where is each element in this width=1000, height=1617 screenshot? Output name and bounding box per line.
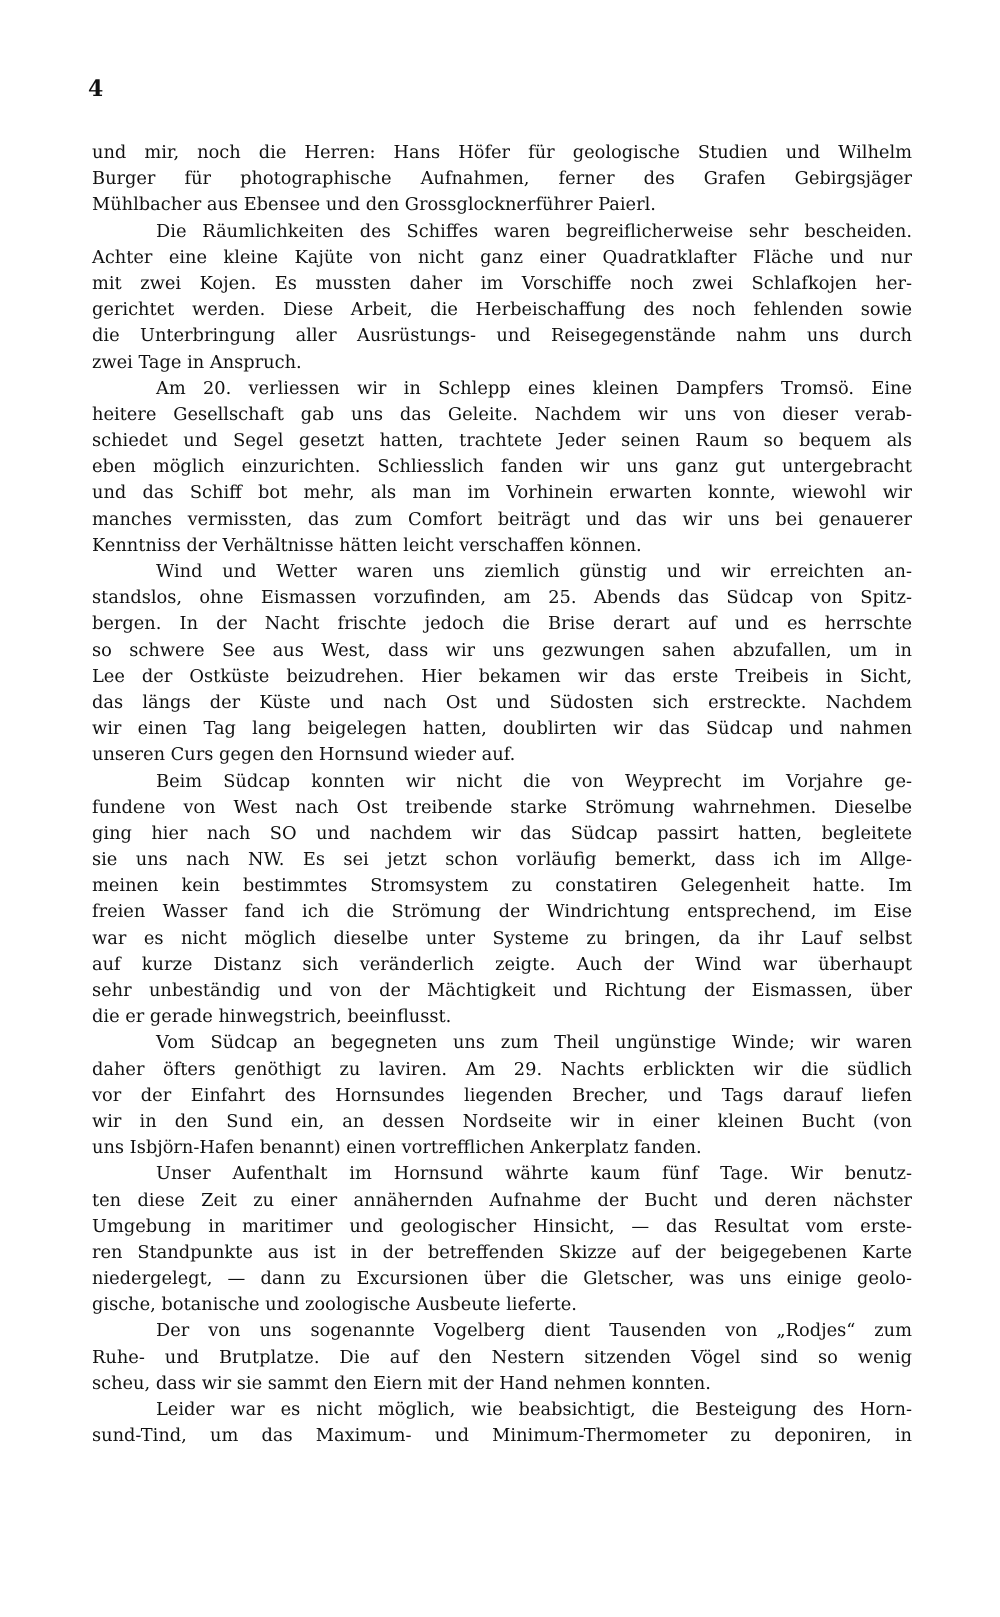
text-line: ging hier nach SO und nachdem wir das Südcap passirt hatten, begleitete xyxy=(92,822,912,844)
text-line: Ruhe- und Brutplatze. Die auf den Nestern sitzenden Vögel sind so wenig xyxy=(92,1346,912,1368)
text-line: niedergelegt, — dann zu Excursionen über die Gletscher, was uns einige geolo- xyxy=(92,1268,912,1290)
text-line: sund-Tind, um das Maximum- und Minimum-Thermometer zu deponiren, in xyxy=(92,1425,912,1447)
text-line: Mühlbacher aus Ebensee und den Grossglocknerführer Paierl. xyxy=(92,194,656,216)
body-text xyxy=(92,140,912,1449)
text-line: und mir, noch die Herren: Hans Höfer für geologische Studien und Wilhelm xyxy=(92,142,912,163)
text-line: schiedet und Segel gesetzt hatten, trachtete Jeder seinen Raum so bequem als xyxy=(92,430,912,452)
text-line: standslos, ohne Eismassen vorzufinden, am 25. Abends das Südcap von Spitz- xyxy=(92,587,912,609)
text-line: sie uns nach NW. Es sei jetzt schon vorläufig bemerkt, dass ich im Allge- xyxy=(92,849,912,871)
text-line: Achter eine kleine Kajüte von nicht ganz einer Quadratklafter Fläche und nur xyxy=(92,246,912,268)
text-line: ren Standpunkte aus ist in der betreffenden Skizze auf der beigegebenen Karte xyxy=(92,1241,912,1263)
text-line: uns Isbjörn-Hafen benannt) einen vortrefflichen Ankerplatz fanden. xyxy=(92,1137,702,1159)
text-line: Beim Südcap konnten wir nicht die von Weyprecht im Vorjahre ge- xyxy=(156,770,912,792)
text-line: bergen. In der Nacht frischte jedoch die Brise derart auf und es herrschte xyxy=(92,613,912,635)
text-line: fundene von West nach Ost treibende starke Strömung wahrnehmen. Dieselbe xyxy=(92,796,912,818)
text-line: Wind und Wetter waren uns ziemlich günstig und wir erreichten an- xyxy=(156,561,912,582)
text-line: unseren Curs gegen den Hornsund wieder auf. xyxy=(92,744,516,766)
text-line: daher öfters genöthigt zu laviren. Am 29. Nachts erblickten wir die südlich xyxy=(92,1058,912,1080)
text-line: manches vermissten, das zum Comfort beiträgt und das wir uns bei genauerer xyxy=(92,508,912,530)
text-line: Vom Südcap an begegneten uns zum Theil ungünstige Winde; wir waren xyxy=(156,1032,912,1054)
text-line: Leider war es nicht möglich, wie beabsichtigt, die Besteigung des Horn- xyxy=(156,1399,912,1420)
text-line: war es nicht möglich dieselbe unter Systeme zu bringen, da ihr Lauf selbst xyxy=(92,927,912,949)
text-line: wir in den Sund ein, an dessen Nordseite wir in einer kleinen Bucht (von xyxy=(92,1110,912,1132)
text-line: eben möglich einzurichten. Schliesslich fanden wir uns ganz gut untergebracht xyxy=(92,456,912,478)
text-line: Burger für photographische Aufnahmen, ferner des Grafen Gebirgsjäger xyxy=(92,168,912,190)
text-line: mit zwei Kojen. Es mussten daher im Vorschiffe noch zwei Schlafkojen her- xyxy=(92,272,912,294)
text-line: gerichtet werden. Diese Arbeit, die Herbeischaffung des noch fehlenden sowie xyxy=(92,299,912,321)
text-line: Am 20. verliessen wir in Schlepp eines kleinen Dampfers Tromsö. Eine xyxy=(156,377,912,399)
text-line: zwei Tage in Anspruch. xyxy=(92,351,302,373)
page-number: 4 xyxy=(88,76,104,102)
text-line: ten diese Zeit zu einer annähernden Aufnahme der Bucht und deren nächster xyxy=(92,1189,912,1211)
text-line: Unser Aufenthalt im Hornsund währte kaum fünf Tage. Wir benutz- xyxy=(156,1163,912,1185)
text-line: scheu, dass wir sie sammt den Eiern mit der Hand nehmen konnten. xyxy=(92,1372,711,1394)
text-line: die er gerade hinwegstrich, beeinflusst. xyxy=(92,1006,452,1028)
text-line: meinen kein bestimmtes Stromsystem zu constatiren Gelegenheit hatte. Im xyxy=(92,875,912,897)
text-line: die Unterbringung aller Ausrüstungs- und Reisegegenstände nahm uns durch xyxy=(92,325,912,347)
text-line: vor der Einfahrt des Hornsundes liegenden Brecher, und Tags darauf liefen xyxy=(92,1084,912,1106)
text-line: Die Räumlichkeiten des Schiffes waren begreiflicherweise sehr bescheiden. xyxy=(156,220,912,242)
text-line: Kenntniss der Verhältnisse hätten leicht verschaffen können. xyxy=(92,534,642,556)
text-line: das längs der Küste und nach Ost und Südosten sich erstreckte. Nachdem xyxy=(92,691,912,713)
text-line: heitere Gesellschaft gab uns das Geleite. Nachdem wir uns von dieser verab- xyxy=(92,403,912,425)
text-line: freien Wasser fand ich die Strömung der Windrichtung entsprechend, im Eise xyxy=(92,901,912,923)
text-line: und das Schiff bot mehr, als man im Vorhinein erwarten konnte, wiewohl wir xyxy=(92,482,912,504)
text-line: Der von uns sogenannte Vogelberg dient Tausenden von „Rodjes“ zum xyxy=(156,1320,912,1342)
text-line: gische, botanische und zoologische Ausbeute lieferte. xyxy=(92,1294,577,1316)
text-line: Lee der Ostküste beizudrehen. Hier bekamen wir das erste Treibeis in Sicht, xyxy=(92,665,912,687)
text-line: wir einen Tag lang beigelegen hatten, doublirten wir das Südcap und nahmen xyxy=(92,718,912,740)
text-line: Umgebung in maritimer und geologischer Hinsicht, — das Resultat vom erste- xyxy=(92,1215,912,1237)
text-line: so schwere See aus West, dass wir uns gezwungen sahen abzufallen, um in xyxy=(92,639,912,661)
text-line: auf kurze Distanz sich veränderlich zeigte. Auch der Wind war überhaupt xyxy=(92,953,912,975)
text-line: sehr unbeständig und von der Mächtigkeit und Richtung der Eismassen, über xyxy=(92,980,912,1001)
